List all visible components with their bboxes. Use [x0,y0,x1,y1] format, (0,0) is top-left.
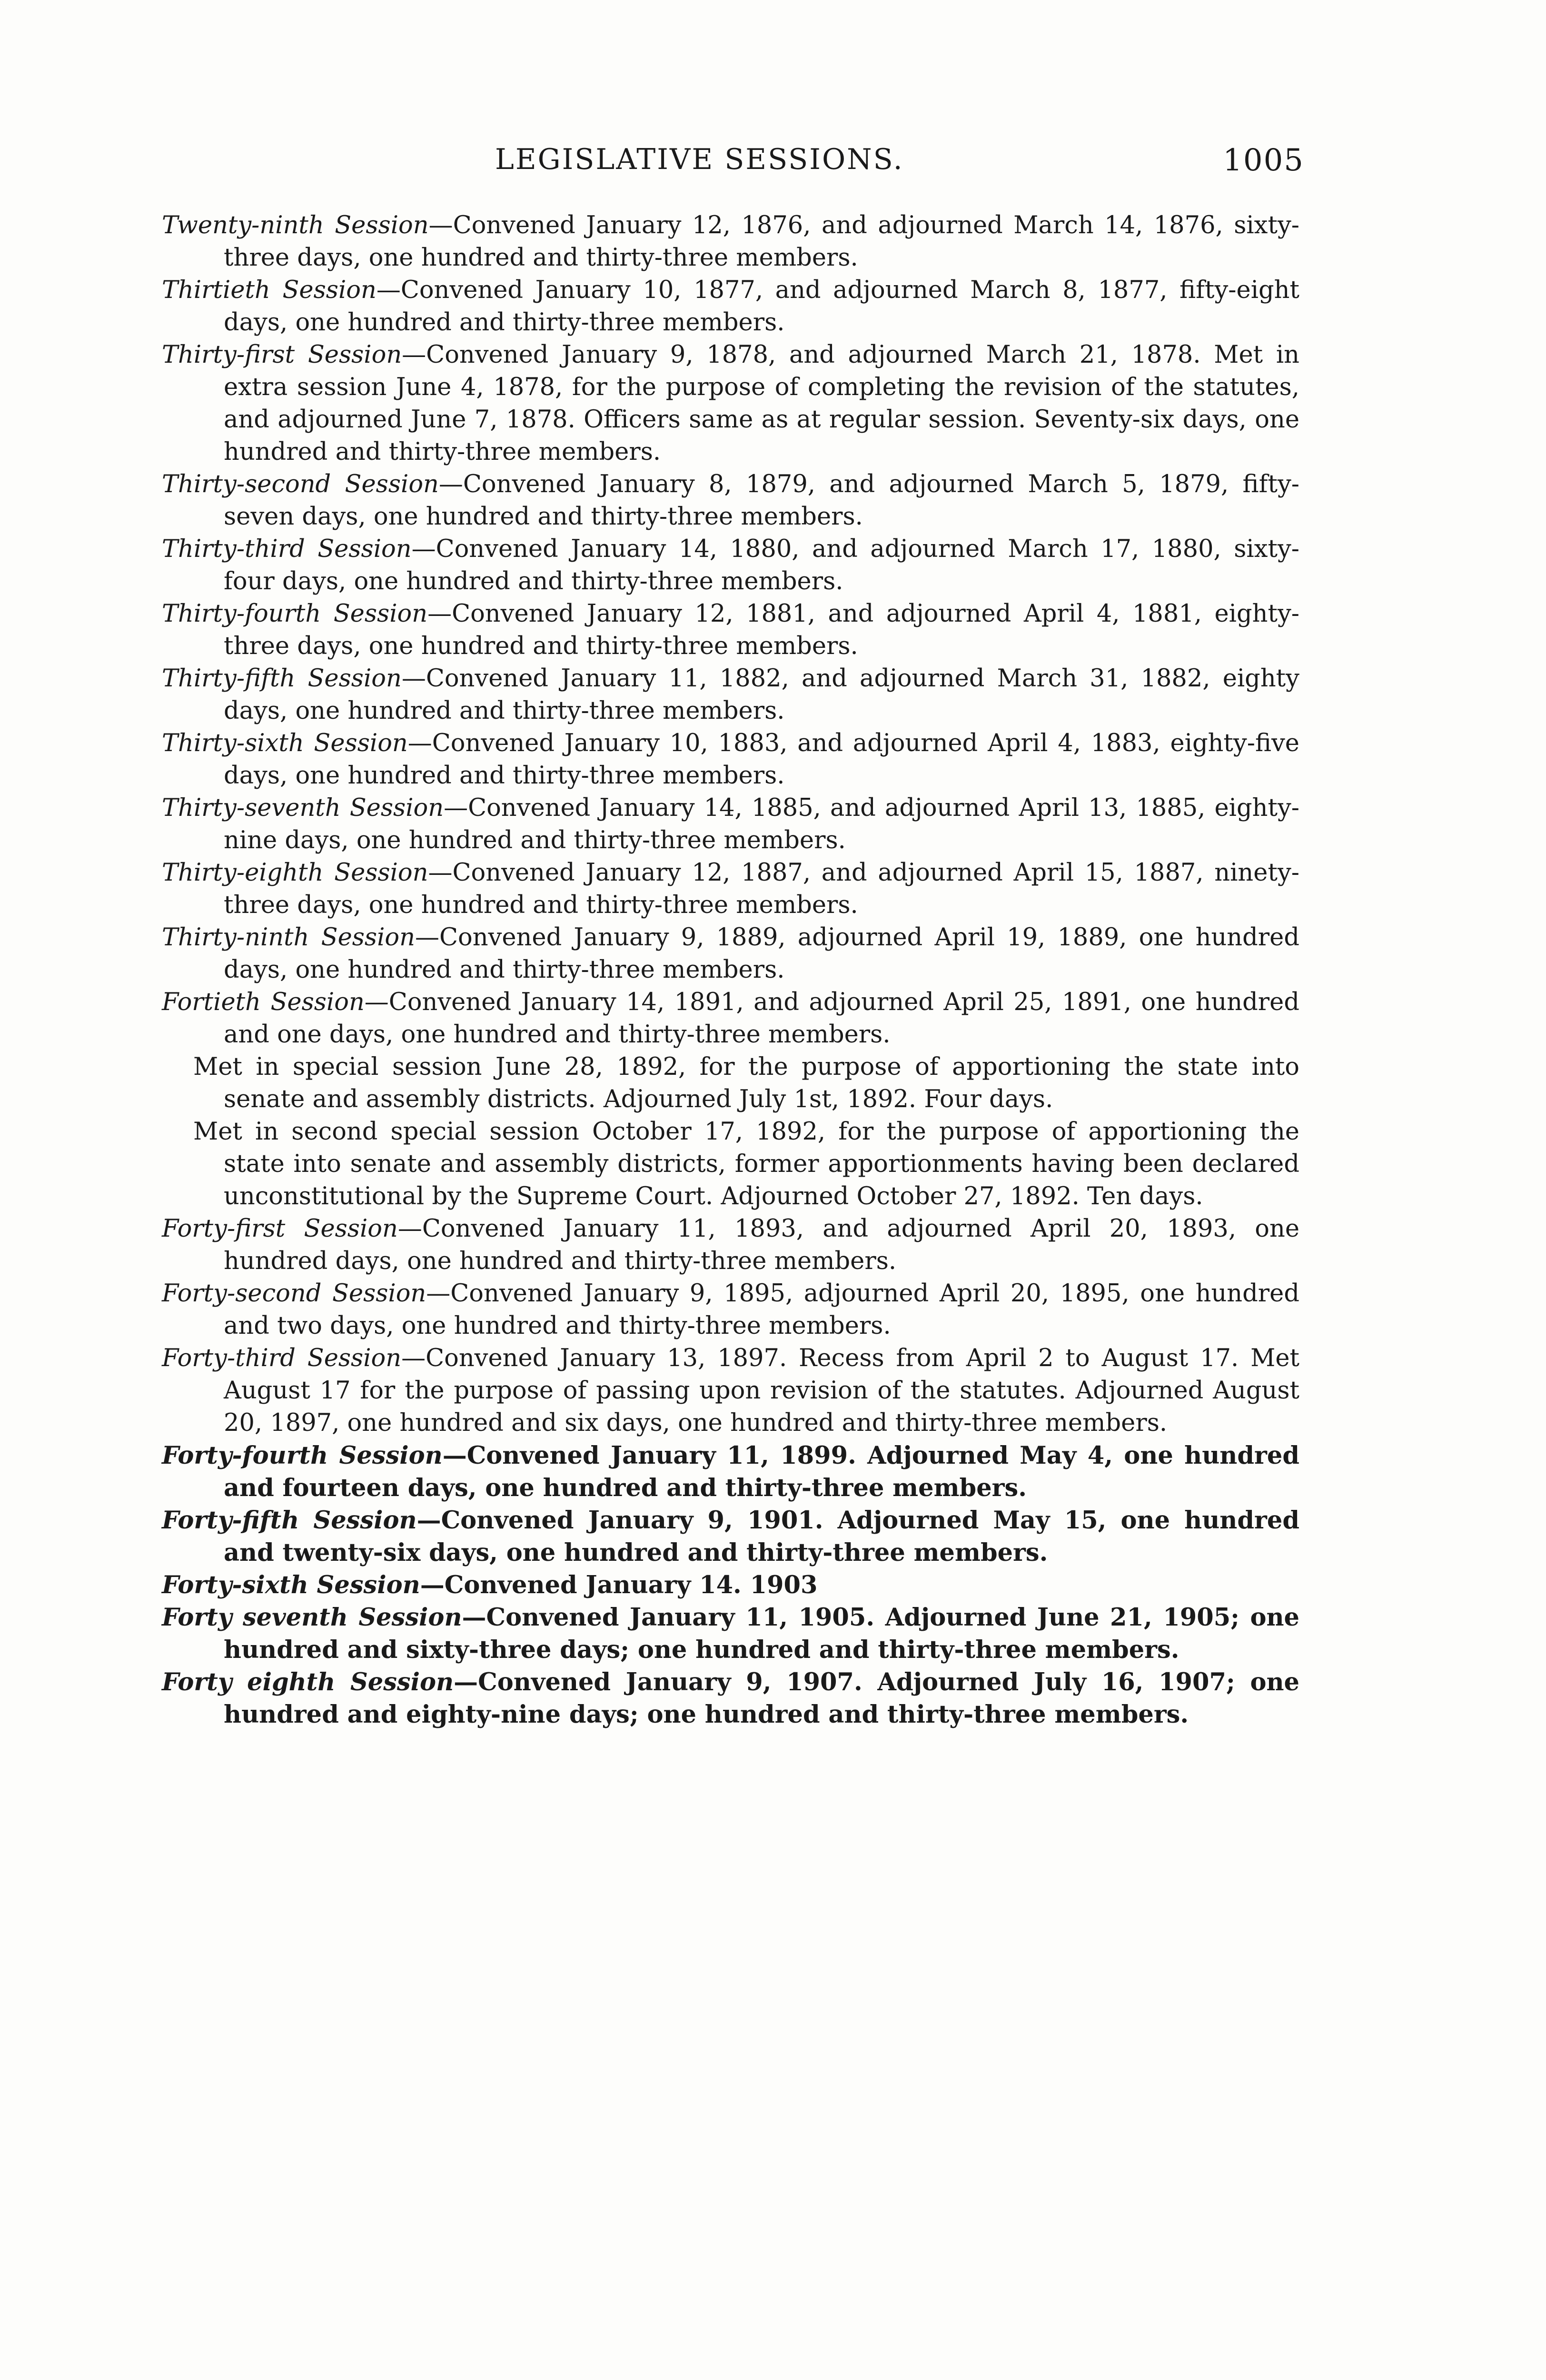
session-entry [162,663,1299,727]
session-text: —Convened January 8, 1879, and adjourned March 5, 1879, fifty-seven days, one hundred and thirty-three members. [224,470,1299,531]
session-text: —Convened January 9, 1895, adjourned April 20, 1895, one hundred and two days, one hundred and thirty-three members. [224,1279,1299,1340]
session-entry [162,792,1299,857]
session-entry [162,1504,1299,1569]
session-name: Forty-fourth Session [162,1441,443,1470]
session-entry [162,1213,1299,1278]
session-name: Forty seventh Session [162,1603,462,1632]
session-name: Forty-second Session [162,1279,426,1308]
special-session-note: Met in special session June 28, 1892, for the purpose of apportioning the state into senate and assembly districts. Adjourned July 1st, 1892. Four days. [193,1053,1299,1113]
session-name: Thirtieth Session [162,276,377,304]
session-text: —Convened January 11, 1882, and adjourned March 31, 1882, eighty days, one hundred and thirty-three members. [224,664,1299,725]
session-name: Forty eighth Session [162,1668,454,1696]
session-name: Thirty-eighth Session [162,859,428,887]
session-entry [162,727,1299,792]
session-text: —Convened January 9, 1889, adjourned April 19, 1889, one hundred days, one hundred and thirty-three members. [224,923,1299,984]
session-name: Forty-sixth Session [162,1571,420,1599]
page-header [162,143,1304,181]
session-entry [162,922,1299,986]
session-text: —Convened January 9, 1901. Adjourned May 15, one hundred and twenty-six days, one hundred and thirty-three members. [224,1506,1299,1567]
session-entry [162,209,1299,274]
session-entry [162,598,1299,663]
session-name: Forty-fifth Session [162,1506,417,1535]
session-name: Thirty-sixth Session [162,729,408,757]
session-text: —Convened January 12, 1887, and adjourned April 15, 1887, ninety-three days, one hundred and thirty-three members. [224,859,1299,919]
session-name: Thirty-fourth Session [162,600,428,628]
page-number: 1005 [1223,143,1304,178]
session-entry [162,468,1299,533]
session-name: Thirty-seventh Session [162,794,444,822]
session-text: —Convened January 11, 1899. Adjourned May 4, one hundred and fourteen days, one hundred and thirty-three members. [224,1441,1299,1502]
special-session-note: Met in second special session October 17, 1892, for the purpose of apportioning the state into senate and assembly districts, former apportionments having been declared unconstitutional by the Supreme Court. Adjourned October 27, 1892. Ten days. [193,1118,1299,1210]
session-name: Thirty-first Session [162,341,402,369]
session-entry [162,857,1299,922]
session-entry [162,1569,1299,1601]
session-text: —Convened January 14, 1880, and adjourned March 17, 1880, sixty-four days, one hundred and thirty-three members. [224,535,1299,595]
session-text: —Convened January 14, 1885, and adjourned April 13, 1885, eighty-nine days, one hundred and thirty-three members. [224,794,1299,854]
session-entry [162,986,1299,1051]
session-entry [162,1342,1299,1439]
session-entry [162,339,1299,468]
session-text: —Convened January 9, 1907. Adjourned July 16, 1907; one hundred and eighty-nine days; one hundred and thirty-three members. [224,1668,1299,1729]
session-name: Thirty-second Session [162,470,439,498]
session-name: Thirty-third Session [162,535,412,563]
session-text: —Convened January 10, 1877, and adjourned March 8, 1877, fifty-eight days, one hundred and thirty-three members. [224,276,1299,337]
session-text: —Convened January 12, 1876, and adjourned March 14, 1876, sixty-three days, one hundred and thirty-three members. [224,211,1299,272]
session-list [162,209,1299,1731]
session-text: —Convened January 13, 1897. Recess from April 2 to August 17. Met August 17 for the purpose of passing upon revision of the statutes. Adjourned August 20, 1897, one hundred and six days, one hundred and thirty-three members. [224,1344,1299,1437]
session-text: —Convened January 10, 1883, and adjourned April 4, 1883, eighty-five days, one hundred and thirty-three members. [224,729,1299,790]
session-name: Thirty-fifth Session [162,664,402,693]
session-name: Fortieth Session [162,988,365,1016]
session-text: —Convened January 14. 1903 [420,1571,818,1599]
session-name: Forty-third Session [162,1344,402,1372]
running-title: LEGISLATIVE SESSIONS. [495,143,904,176]
session-name: Thirty-ninth Session [162,923,415,952]
session-text: —Convened January 11, 1893, and adjourned April 20, 1893, one hundred days, one hundred and thirty-three members. [224,1215,1299,1275]
session-entry [162,1278,1299,1342]
session-entry [162,1439,1299,1504]
session-entry [162,1601,1299,1666]
session-text: —Convened January 9, 1878, and adjourned March 21, 1878. Met in extra session June 4, 1878, for the purpose of completing the revision of the statutes, and adjourned June 7, 1878. Officers same as at regular session. Seventy-six days, one hundred and thirty-three members. [224,341,1299,466]
session-entry [162,1666,1299,1731]
session-entry [162,533,1299,598]
session-name: Twenty-ninth Session [162,211,429,239]
session-text: —Convened January 14, 1891, and adjourned April 25, 1891, one hundred and one days, one hundred and thirty-three members. [224,988,1299,1049]
session-entry [162,274,1299,339]
session-name: Forty-first Session [162,1215,398,1243]
session-text: —Convened January 12, 1881, and adjourned April 4, 1881, eighty-three days, one hundred and thirty-three members. [224,600,1299,660]
session-text: —Convened January 11, 1905. Adjourned June 21, 1905; one hundred and sixty-three days; one hundred and thirty-three members. [224,1603,1299,1664]
